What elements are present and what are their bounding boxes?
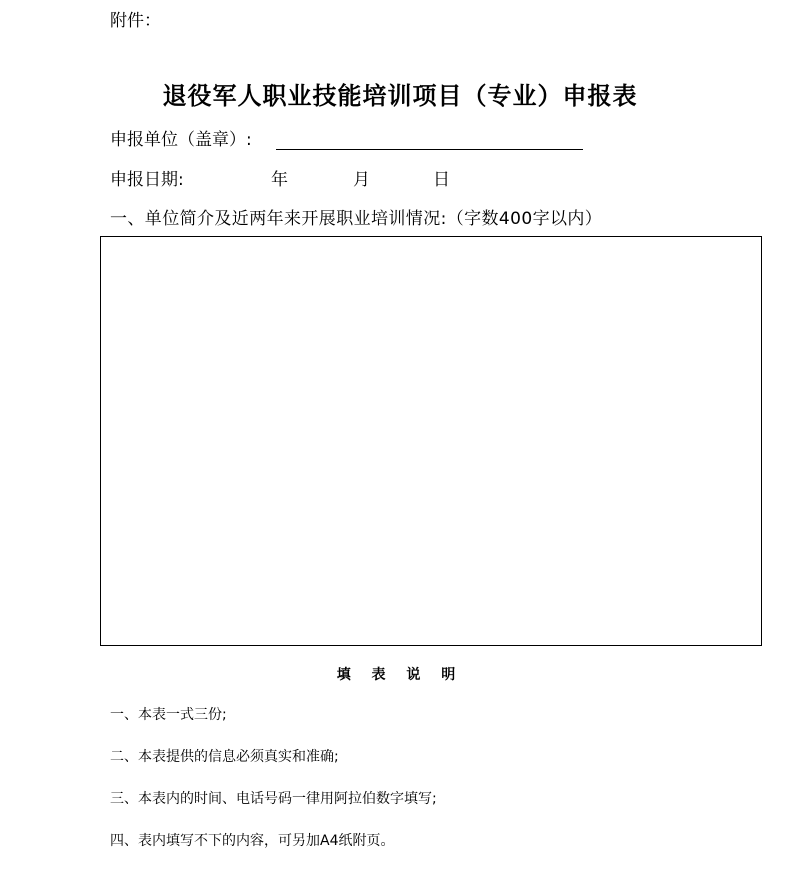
note-item: 一、本表一式三份; (110, 707, 227, 723)
note-item: 四、表内填写不下的内容，可另加A4纸附页。 (110, 833, 395, 849)
date-month-label: 月 (353, 170, 370, 190)
intro-text-box[interactable] (100, 236, 762, 646)
date-label: 申报日期: (110, 170, 184, 190)
form-title: 退役军人职业技能培训项目（专业）申报表 (162, 81, 638, 110)
notes-title: 填 表 说 明 (336, 667, 464, 683)
note-item: 二、本表提供的信息必须真实和准确; (110, 749, 339, 765)
notes-list (110, 704, 437, 872)
attachment-label: 附件： (110, 11, 161, 31)
date-year-label: 年 (271, 170, 288, 190)
unit-signature-line[interactable] (276, 149, 583, 150)
date-day-label: 日 (433, 170, 450, 190)
section-heading-intro: 一、单位简介及近两年来开展职业培训情况:（字数400字以内） (110, 209, 603, 229)
unit-label: 申报单位（盖章）: (110, 130, 252, 150)
note-item: 三、本表内的时间、电话号码一律用阿拉伯数字填写; (110, 791, 437, 807)
